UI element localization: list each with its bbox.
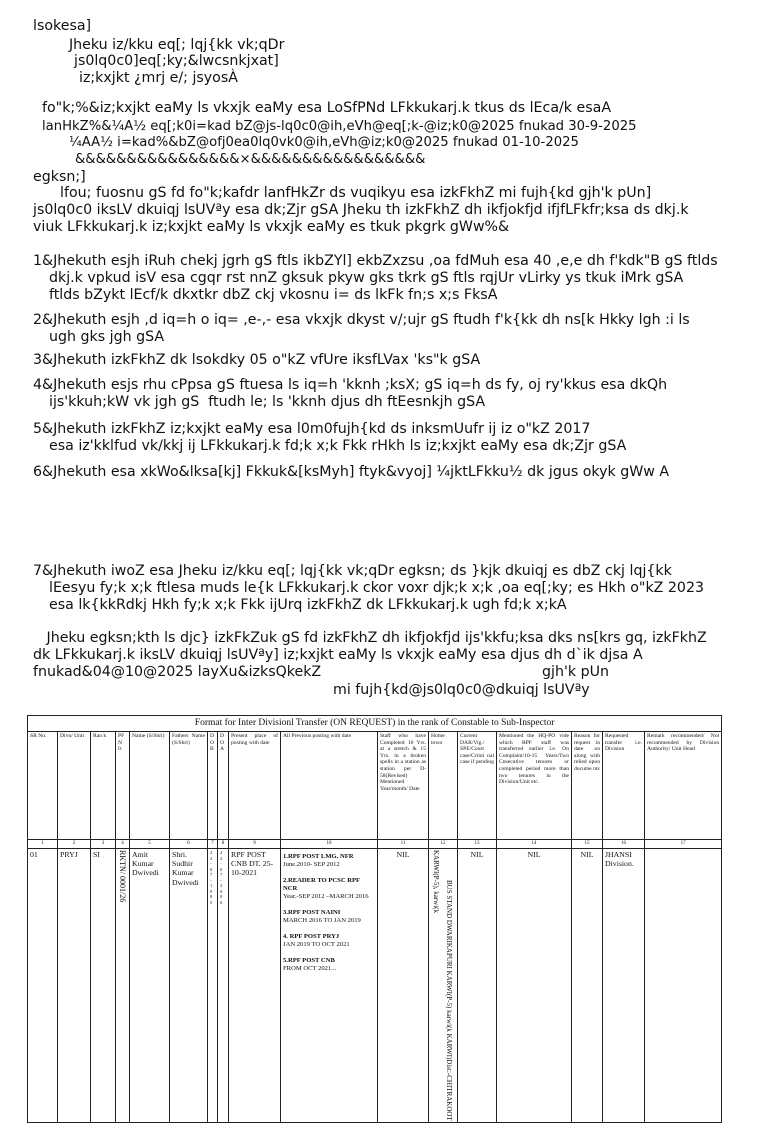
column-number: 17 (645, 840, 722, 849)
date-enclosure: fnukad&04@10@2025 layXu&izksQkekZ (33, 664, 322, 680)
point6: 6&Jhekuth esa xkWo&lksa[kj] Fkkuk&[ksMyh] ftyk&vyoj] ¼jktLFkku½ dk jgus okyk gWw A (33, 464, 670, 480)
transfer-table (27, 715, 722, 1123)
point1-line2: dkj.k vpkud isV esa cgqr rst nnZ gksuk pkyw gks tkrk gS ftls rqjUr vLirky ys tkuk iMrk gSA (49, 270, 684, 286)
home-town-cell (429, 849, 458, 1123)
signature-designation: mi fujh{kd@js0lq0c0@dkuiqj lsUVªy (333, 682, 590, 698)
subject-line: fo"k;%&iz;kxjkt eaMy ls vkxjk eaMy esa LoSfPNd LFkkukarj.k tkus ds lEca/k esaA (42, 100, 612, 116)
column-number: 6 (170, 840, 208, 849)
addressee-office: js0lq0c0]eq[;ky;&lwcsnkjxat] (74, 53, 279, 69)
header-cell: PF N 0. (116, 732, 130, 840)
posting-station: 5.RPF POST CNB (283, 957, 335, 964)
column-number: 9 (229, 840, 281, 849)
table-row (28, 849, 722, 1123)
header-cell: Requested transfer i.e. Division (603, 732, 645, 840)
addressee-title: Jheku iz/kku eq[; lqj{kk vk;qDr (69, 37, 285, 53)
sr-no-cell: 01 (28, 849, 58, 1123)
posting-station: 1.RPF POST LMG, NFR (283, 853, 354, 860)
column-number: 16 (603, 840, 645, 849)
column-number: 15 (572, 840, 603, 849)
header-cell: Divn/ Unit (58, 732, 91, 840)
column-number: 4 (116, 840, 130, 849)
header-cell: Remark recommended/ Not recommended by Division Authority/ Unit Head (645, 732, 722, 840)
header-cell: D O B (208, 732, 218, 840)
previous-postings-cell (281, 849, 378, 1123)
name-cell: Amit Kumar Dwivedi (130, 849, 170, 1123)
column-number: 2 (58, 840, 91, 849)
form-title: Format for Inter Divisionl Transfer (ON REQUEST) in the rank of Constable to Sub-Inspector (28, 716, 722, 732)
column-number: 8 (218, 840, 229, 849)
posting-period: JAN 2019 TO OCT 2021 (283, 941, 350, 948)
header-cell: Home town (429, 732, 458, 840)
salutation: egksn;] (33, 169, 86, 185)
closing-line1: Jheku egksn;kth ls djc} izkFkZuk gS fd izkFkhZ dh ikfjokfjd ijs'kkfu;ksa dks ns[krs gq, izkFkhZ (33, 630, 707, 646)
column-number: 1 (28, 840, 58, 849)
home-town-extra: KARWI(P-5), karwi(k (432, 850, 440, 913)
point4-line1: 4&Jhekuth esjs rhu cPpsa gS ftuesa ls iq=h 'kknh ;ksX; gS iq=h ds fy, oj ry'kkus esa dkQh (33, 377, 668, 393)
point5-line2: esa iz'kklfud vk/kkj ij LFkkukarj.k fd;k x;k Fkk rHkh ls iz;kxjkt eaMy esa dk;Zjr gSA (49, 438, 627, 454)
reference-1: lanHkZ%&¼A½ eq[;k0i=kad bZ@js-lq0c0@ih,eVh@eq[;k-@iz;k0@2025 fnukad 30-9-2025 (42, 119, 637, 134)
point7-line1: 7&Jhekuth iwoZ esa Jheku iz/kku eq[; lqj{kk vk;qDr egksn; ds }kjk dkuiqj es dbZ ckj lqj{kk (33, 563, 672, 579)
doa-cell (218, 849, 229, 1123)
para1-line1: lfou; fuosnu gS fd fo"k;kafdr lanfHkZr ds vuqikyu esa izkFkhZ mi fujh{kd gjh'k pUn] (33, 185, 652, 201)
header-cell: Current DAR/Vig./ SPE/Court case/Crimi nal case if pending (458, 732, 497, 840)
header-cell: Fathers Name (S/Shri) (170, 732, 208, 840)
para1-line3: viuk LFkkukarj.k iz;kxjkt eaMy ls vkxjk eaMy es tkuk pkgrk gWw%& (33, 219, 510, 235)
header-cell: Mentioned the HQ-PO vide which RPF staff was transferred earlier i.e. On Complaint/10-15 Years/Two Cnsecutive tenures or completed period more than two tenures in the Division/Unit etc. (497, 732, 572, 840)
present-posting-cell: RPF POST CNB DT. 25-10-2021 (229, 849, 281, 1123)
point3: 3&Jhekuth izkFkhZ dk lsokdky 05 o"kZ vfUre iksfLVax 'ks"k gSA (33, 352, 481, 368)
reference-2: ¼AA½ i=kad%&bZ@ofj0ea0lq0vk0@ih,eVh@iz;k0@2025 fnukad 01-10-2025 (69, 135, 579, 150)
header-cell: Staff who have Completed 10 Yrs. at a stretch & 15 Yrs. in a broken spells in a station as station per D-58(Revised) Mentioned Year/month/ Date (378, 732, 429, 840)
home-town-text: BUS STAND DWARIKAPURI KARWI(P-5) karwi(k KARWI)Dist:-CHITRAKOOT (445, 880, 453, 1121)
remark-cell (645, 849, 722, 1123)
posting-period: FROM OCT 2021... (283, 965, 337, 972)
requested-division-cell: JHANSI Division. (603, 849, 645, 1123)
current-case-cell: NIL (458, 849, 497, 1123)
column-number: 7 (208, 840, 218, 849)
para1-line2: js0lq0c0 iksLV dkuiqj lsUVªy esa dk;Zjr gSA Jheku th izkFkhZ dh ikfjokfjd ifjfLFkfr;ksa ds dkj.k (33, 202, 689, 218)
point1-line1: 1&Jhekuth esjh iRuh chekj jgrh gS ftls ikbZYl] ekbZxzsu ,oa fdMuh esa 40 ,e,e dh f'kdk"B gS ftlds (33, 253, 718, 269)
addressee-place: iz;kxjkt ¿mrj e/; jsyosÀ (79, 70, 238, 86)
posting-period: MARCH 2016 TO JAN 2019 (283, 917, 361, 924)
rank-cell: SI (91, 849, 116, 1123)
father-name-cell: Shri. Sudhir Kumar Dwivedi (170, 849, 208, 1123)
staff-completed-cell: NIL (378, 849, 429, 1123)
header-cell: Ran k (91, 732, 116, 840)
column-number: 10 (281, 840, 378, 849)
column-number: 3 (91, 840, 116, 849)
point7-line2: lEesyu fy;k x;k ftlesa muds le{k LFkkukarj.k ckor voxr djk;k x;k ,oa eq[;ky; es Hkh o"kZ 2023 (49, 580, 705, 596)
closing-line2: dk LFkkukarj.k iksLV dkuiqj lsUVªy] iz;kxjkt eaMy ls vkxjk eaMy esa djus dh d`ik djsa A (33, 647, 643, 663)
column-number: 12 (429, 840, 458, 849)
header-cell: Reason for request in date on along with relied upon docume nts (572, 732, 603, 840)
doa-text: 2 2 - 0 7 - 2 0 0 6 (220, 850, 223, 905)
hq-po-cell: NIL (497, 849, 572, 1123)
header-cell: SR No. (28, 732, 58, 840)
column-number: 11 (378, 840, 429, 849)
point4-line2: ijs'kkuh;kW vk jgh gS ftudh le; ls 'kknh djus dh ftEesnkjh gSA (49, 394, 486, 410)
point1-line3: ftlds bZykt lEcf/k dkxtkr dbZ ckj vkosnu i= ds lkFk fn;s x;s FksA (49, 287, 498, 303)
posting-station: 3.RPF POST NAINI (283, 909, 341, 916)
division-cell: PRYJ (58, 849, 91, 1123)
header-cell: Name (S/Shri) (130, 732, 170, 840)
column-number: 14 (497, 840, 572, 849)
separator-line: &&&&&&&&&&&&&&&&×&&&&&&&&&&&&&&&&& (75, 152, 426, 167)
signature-name: gjh'k pUn (542, 664, 609, 680)
column-number: 13 (458, 840, 497, 849)
transfer-form (27, 715, 721, 1121)
point2-line2: ugh gks jgh gSA (49, 329, 165, 345)
posting-station: 2.READER TO PCSC RPF NCR (283, 877, 360, 892)
header-cell: Present place of posting with date (229, 732, 281, 840)
dob-cell (208, 849, 218, 1123)
dob-text: 2 2 - 0 7 - 1 9 8 5 (210, 850, 213, 905)
pf-no-text: RKTN/ 0001/26 (118, 850, 127, 903)
header-cell: D O A (218, 732, 229, 840)
point2-line1: 2&Jhekuth esjh ,d iq=h o iq= ,e-,- esa vkxjk dkyst v/;ujr gS ftudh f'k{kk dh ns[k Hkky lgh :i ls (33, 312, 690, 328)
pf-no-cell (116, 849, 130, 1123)
posting-period: June.2010- SEP 2012 (283, 861, 340, 868)
header-row (28, 732, 722, 840)
column-number: 5 (130, 840, 170, 849)
posting-station: 4. RPF POST PRYJ (283, 933, 340, 940)
header-cell: All Previous posting with date (281, 732, 378, 840)
reason-cell: NIL (572, 849, 603, 1123)
point5-line1: 5&Jhekuth izkFkhZ iz;kxjkt eaMy esa l0m0fujh{kd ds inksmUufr ij iz o"kZ 2017 (33, 421, 591, 437)
posting-period: Year.-SEP 2012 –MARCH 2016 (283, 893, 369, 900)
letter-opening: lsokesa] (33, 18, 92, 34)
column-number-row (28, 840, 722, 849)
point7-line3: esa lk{kkRdkj Hkh fy;k x;k Fkk ijUrq izkFkhZ dk LFkkukarj.k ugh fd;k x;kA (49, 597, 567, 613)
